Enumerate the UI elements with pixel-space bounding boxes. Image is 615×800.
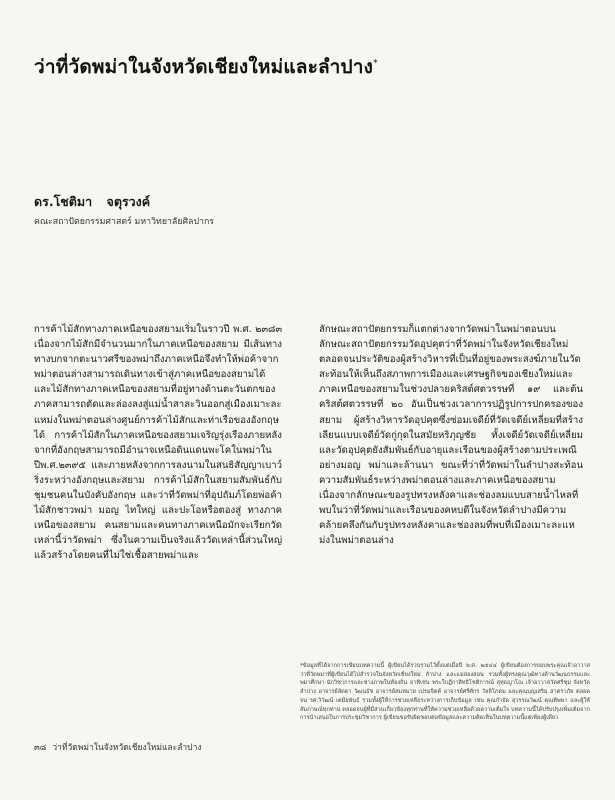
article-title [34,52,594,82]
running-title: ว่าที่วัดพม่าในจังหวัดเชียงใหม่และลำปาง [52,743,202,753]
body-paragraph-right: ลักษณะสถาปัตยกรรมก็แตกต่างจากวัดพม่าในพม่าตอนบน ลักษณะสถาปัตยกรรมวัดอุปคุตว่าที่วัดพม่าในจังหวัดเชียงใหม่ตลอดจนประวัติของผู้สร้างวิหารที่เป็นที่อยู่ของพระสงฆ์ภายในวัดสะท้อนให้เห็นถึงสภาพการเมืองและเศรษฐกิจของเชียงใหม่และภาคเหนือของสยามในช่วงปลายคริสต์ศตวรรษที่ ๑๙ และต้นคริสต์ศตวรรษที่ ๒๐ อันเป็นช่วงเวลาการปฏิรูปการปกครองของสยาม ผู้สร้างวิหารวัดอุปคุตซึ่งซ่อมเจดีย์ที่วัดเจดีย์เหลี่ยมที่สร้างเลียนแบบเจดีย์วัดกู่กุดในสมัยหริภุญชัย ทั้งเจดีย์วัดเจดีย์เหลี่ยมและวัดอุปคุตยังสัมพันธ์กับอายุและเรือนของผู้สร้างตามประเพณีอย่างมอญ พม่าและล้านนา ขณะที่ว่าที่วัดพม่าในลำปางสะท้อนความสัมพันธ์ระหว่างพม่าตอนล่างและภาคเหนือของสยามเนื่องจากลักษณะของรูปทรงหลังคาและช่องลมแบบสายน้ำไหลที่พบในว่าที่วัดพม่าและเรือนของคหบดีในจังหวัดลำปางมีความคล้ายคลึงกันกับรูปทรงหลังคาและช่องลมที่พบที่เมืองเมาะละแหม่งในพม่าตอนล่าง [319,324,583,547]
body-left-column [34,322,282,564]
body-paragraph-left: การค้าไม้สักทางภาคเหนือของสยามเริ่มในราวปี พ.ศ. ๒๓๘๓ เนื่องจากไม้สักมีจำนวนมากในภาคเหนือของสยาม มีเส้นทางทางบกจากตะนาวศรีของพม่าถึงภาคเหนือจึงทำให้พ่อค้าจากพม่าตอนล่างสามารถเดินทางเข้าสู่ภาคเหนือของสยามได้ และไม้สักทางภาคเหนือของสยามที่อยู่ทางด้านตะวันตกของภาคสามารถตัดและล่องลงสู่แม่น้ำสาละวินออกสู่เมืองเมาะละแหม่งในพม่าตอนล่างศูนย์การค้าไม้สักและท่าเรือของอังกฤษได้ การค้าไม้สักในภาคเหนือของสยามเจริญรุ่งเรืองภายหลังจากที่อังกฤษสามารถมีอำนาจเหนือดินแดนพะโคในพม่าในปีพ.ศ.๒๓๙๕ และภายหลังจากการลงนามในสนธิสัญญาเบาว์ริ่งระหว่างอังกฤษและสยาม การค้าไม้สักในสยามสัมพันธ์กับชุมชนคนในบังคับอังกฤษ และว่าที่วัดพม่าที่อุปถัมภ์โดยพ่อค้าไม้สักชาวพม่า มอญ ไทใหญ่ และปะโอหรือตองสู่ ทางภาคเหนือของสยาม คนสยามและคนทางภาคเหนือมักจะเรียกวัดเหล่านี้ว่าวัดพม่า ซึ่งในความเป็นจริงแล้ววัดเหล่านี้ส่วนใหญ่แล้วสร้างโดยคนที่ไม่ใช่เชื้อสายพม่าและ [34,324,282,562]
page-number: ๓๘ [34,743,47,753]
title-footnote-mark: * [373,58,378,69]
author-name: ดร.โชติมา จตุรวงค์ [34,194,151,209]
body-right-column [319,322,583,548]
article-title-text: ว่าที่วัดพม่าในจังหวัดเชียงใหม่และลำปาง [34,56,374,78]
footnote: *ข้อมูลที่ได้จากการเขียนบทความนี้ ผู้เขียนได้รวบรวมไว้ตั้งแต่เมื่อปี พ.ศ. ๒๕๔๔ ผู้เขียนต้องการขอบพระคุณเจ้าอาวาสว่าที่วัดพม่าที่ผู้เขียนได้ไปสำรวจในจังหวัดเชียงใหม่ ลำปาง และแม่ฮ่องสอน รวมทั้งผู้ทรงคุณวุฒิทางด้านวัฒนธรรมและพม่าศึกษา นักวิชาการและช่างภาพในท้องถิ่น อาทิเช่น พระใบฎีกาสิทธิโชติการณ์ สุทฺธญาโณ เจ้าอาวาสวัดศรีชุม จังหวัดลำปาง อาจารย์ลัดดา วัฒนธัช อาจารย์สมหมาย เปรมจิตต์ อาจารย์ศรีศักร วัลลิโภดม และคุณบุญเสริม สาตราภัย ตลอดจน รศ.วิวัฒน์ เตมียพันธ์ รวมทั้งผู้ให้การช่วยเหลือระหว่างการเก็บข้อมูล เช่น คุณกำจัด สุวรรณวัฒน์ คุณทิพพา และผู้ให้สัมภาษณ์ทุกท่าน ตลอดจนผู้ที่มีส่วนเกี่ยวข้องทุกท่านที่ให้ความช่วยเหลือด้วยความเต็มใจ บทความนี้ได้ปรับปรุงเพิ่มเติมจากการนำเสนอในการประชุมวิชาการ ผู้เขียนขอรับผิดชอบต่อข้อมูลและความคิดเห็นในบทความนี้แต่เพียงผู้เดียว [300,663,590,722]
page-footer [34,740,202,754]
author-affiliation: คณะสถาปัตยกรรมศาสตร์ มหาวิทยาลัยศิลปากร [34,217,215,227]
